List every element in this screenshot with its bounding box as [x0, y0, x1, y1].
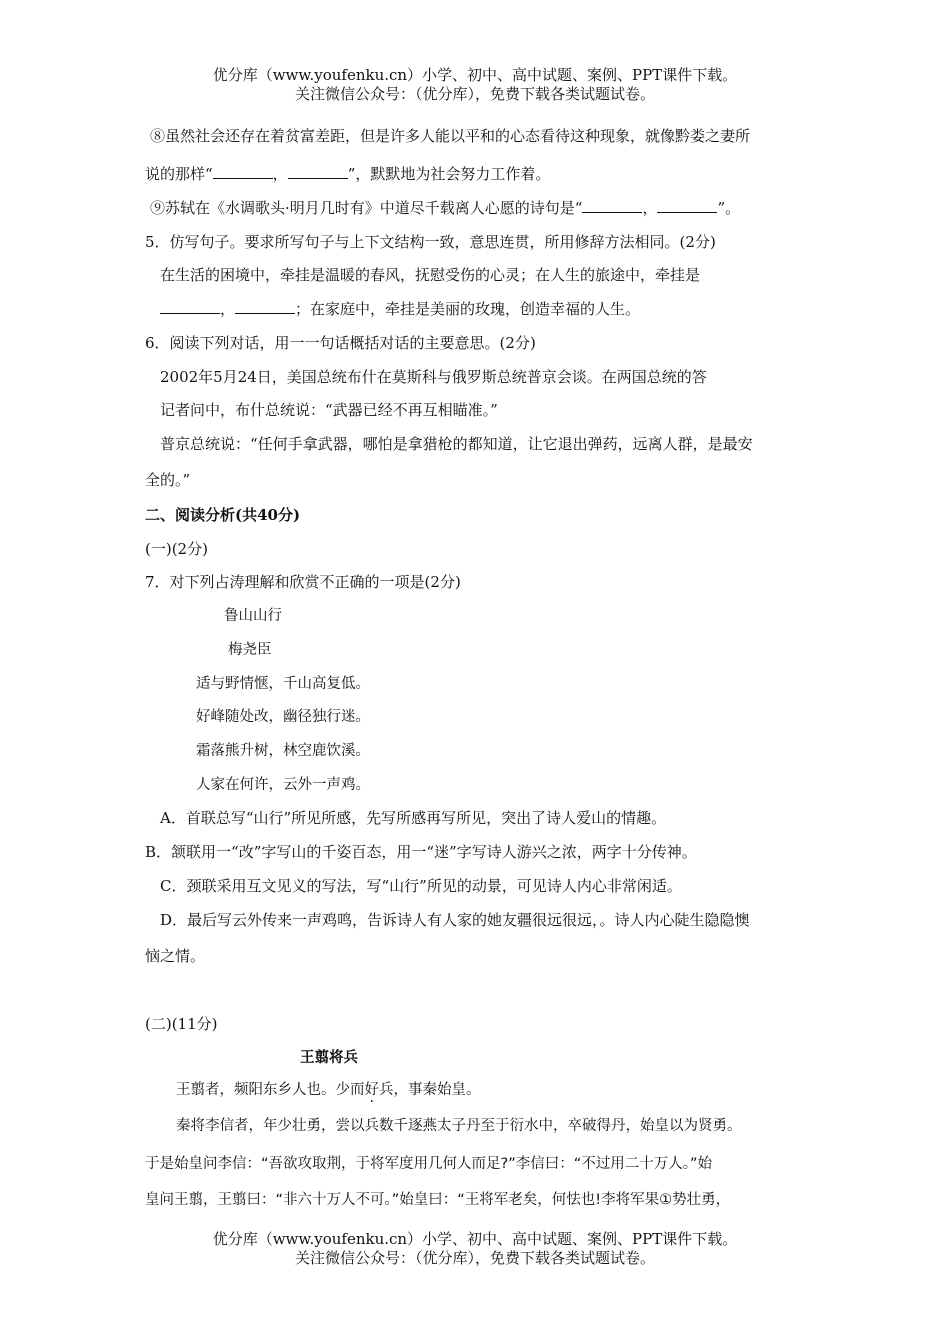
q6-line1: 2002年5月24日，美国总统布什在莫斯科与俄罗斯总统普京会谈。在两国总统的答: [160, 368, 707, 386]
q5-line2: [160, 299, 640, 319]
q4-item9-post: ”。: [717, 199, 741, 217]
emphasis-char: 好: [364, 1082, 379, 1098]
part2-label: (二)(11分): [145, 1015, 218, 1033]
comma: ，: [642, 199, 658, 217]
answer-blank[interactable]: [235, 299, 295, 314]
poem-title: 鲁山山行: [224, 608, 282, 624]
option-c: C．颈联采用互文见义的写法，写“山行”所见的动景，可见诗人内心非常闲适。: [160, 877, 682, 895]
option-d-line1: D．最后写云外传来一声鸡鸣，告诉诗人有人家的她友疆很远很远，。诗人内心陡生隐隐懊: [160, 911, 750, 929]
q4-item8-pre: 说的那样“: [145, 165, 213, 183]
poem-line: 适与野情惬，千山高复低。: [196, 676, 370, 692]
footer-line-1: 优分库（www.youfenku.cn）小学、初中、高中试题、案例、PPT课件下载。: [212, 1230, 738, 1248]
passage-p3: 于是始皇问李信：“吾欲攻取荆，于将军度用几何人而足?”李信曰：“不过用二十万人。”始: [145, 1156, 712, 1172]
comma: ，: [220, 300, 236, 318]
q4-item9-pre: ⑨苏轼在《水调歌头·明月几时有》中道尽千载离人心愿的诗句是“: [150, 199, 583, 217]
option-b: B．颔联用一“改”字写山的千姿百态，用一“迷”字写诗人游兴之浓，两字十分传神。: [145, 843, 697, 861]
part1-label: (一)(2分): [145, 540, 208, 558]
option-d-line2: 恼之情。: [145, 947, 206, 965]
poem-author: 梅尧臣: [228, 642, 272, 658]
page-footer: [0, 1230, 950, 1268]
q6-line3: 普京总统说：“任何手拿武器，哪怕是拿猎枪的都知道，让它退出弹药，远离人群，是最安: [160, 435, 753, 453]
q4-item8-line2: [145, 164, 550, 184]
header-line-2: 关注微信公众号：（优分库），免费下载各类试题试卷。: [294, 85, 655, 103]
passage-p4: 皇问王翦，王翦曰：“非六十万人不可。”始皇曰：“王将军老矣，何怯也!李将军果①势壮勇，: [145, 1192, 731, 1208]
q5-title: 5．仿写句子。要求所写句子与上下文结构一致，意思连贯，所用修辞方法相同。(2分): [145, 233, 716, 251]
poem-line: 霜落熊升树，林空鹿饮溪。: [196, 743, 370, 759]
answer-blank[interactable]: [582, 198, 642, 213]
answer-blank[interactable]: [657, 198, 717, 213]
comma: ，: [272, 165, 288, 183]
section-title: 二、阅读分析(共40分): [145, 506, 301, 524]
header-line-1: 优分库（www.youfenku.cn）小学、初中、高中试题、案例、PPT课件下载。: [212, 66, 738, 84]
poem-line: 好峰随处改，幽径独行迷。: [196, 709, 370, 725]
option-a: A．首联总写“山行”所见所感，先写所感再写所见，突出了诗人爱山的情趣。: [160, 809, 667, 827]
answer-blank[interactable]: [213, 164, 273, 179]
passage-title: 王翦将兵: [300, 1050, 358, 1066]
footer-line-2: 关注微信公众号：（优分库），免费下载各类试题试卷。: [294, 1249, 655, 1267]
q6-title: 6．阅读下列对话，用一一句话概括对话的主要意思。(2分): [145, 334, 536, 352]
q6-line4: 全的。”: [145, 471, 191, 489]
answer-blank[interactable]: [160, 299, 220, 314]
answer-blank[interactable]: [288, 164, 348, 179]
q5-line1: 在生活的困境中，牵挂是温暖的春风，抚慰受伤的心灵；在人生的旅途中，牵挂是: [160, 266, 701, 284]
q5-line2-post: ；在家庭中，牵挂是美丽的玫瑰，创造幸福的人生。: [295, 300, 641, 318]
page-header: [0, 66, 950, 104]
passage-p1-pre: 王翦者，频阳东乡人也。少而: [176, 1082, 365, 1098]
passage-p1: [176, 1080, 481, 1100]
passage-p2: 秦将李信者，年少壮勇，尝以兵数千逐燕太子丹至于衍水中，卒破得丹，始皇以为贤勇。: [176, 1118, 742, 1134]
q6-line2: 记者问中，布什总统说：“武器已经不再互相瞄准。”: [160, 401, 498, 419]
passage-p1-post: 兵，事秦始皇。: [379, 1082, 481, 1098]
q7-title: 7．对下列占涛理解和欣赏不正确的一项是(2分): [145, 573, 461, 591]
q4-item9: [150, 198, 740, 218]
q4-item8-post: ”，默默地为社会努力工作着。: [347, 165, 551, 183]
q4-item8-line1: ⑧虽然社会还存在着贫富差距，但是许多人能以平和的心态看待这种现象，就像黔娄之妻所: [150, 127, 751, 145]
poem-line: 人家在何许，云外一声鸡。: [196, 777, 370, 793]
